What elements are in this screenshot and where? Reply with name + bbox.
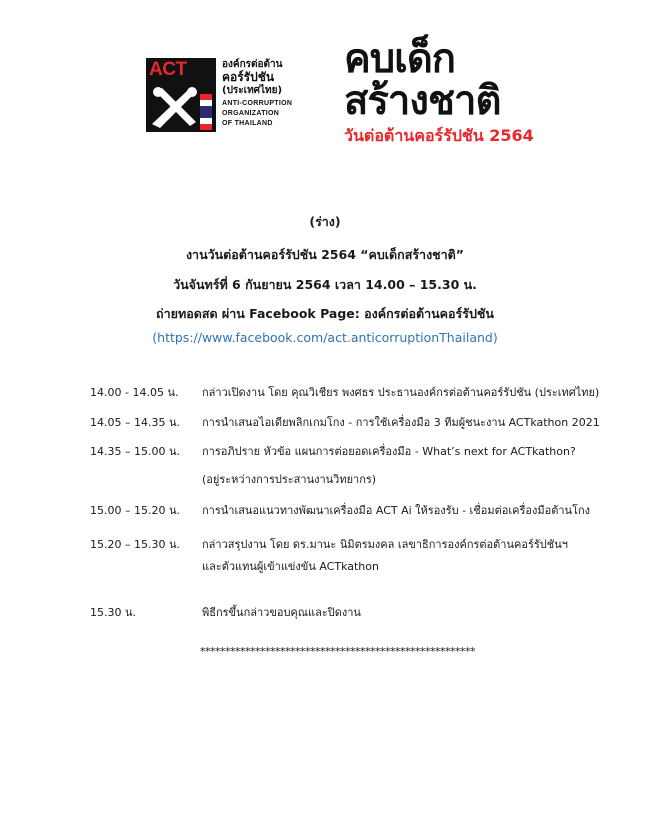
draft-label: (ร่าง): [309, 214, 341, 229]
logo-th-line1: องค์กรต่อต้าน: [222, 59, 283, 70]
act-logo-badge: [146, 58, 216, 132]
logo-th-line2: คอร์รัปชัน: [222, 70, 275, 84]
schedule-item: พิธีกรขึ้นกล่าวขอบคุณและปิดงาน: [202, 606, 361, 619]
live-broadcast-line: ถ่ายทอดสด ผ่าน Facebook Page: องค์กรต่อต้านคอร์รัปชัน: [156, 306, 494, 321]
schedule-item: การนำเสนอแนวทางพัฒนาเครื่องมือ ACT Ai ให้รองรับ - เชื่อมต่อเครื่องมือต้านโกง: [202, 504, 591, 517]
facebook-link[interactable]: (https://www.facebook.com/act.anticorruptionThailand): [152, 330, 498, 345]
event-title: งานวันต่อต้านคอร์รัปชัน 2564 “คบเด็กสร้างชาติ”: [185, 247, 465, 262]
campaign-title: [344, 38, 544, 146]
crossed-arms-icon: [148, 84, 202, 130]
logo-en-line1: ANTI-CORRUPTION: [222, 100, 293, 107]
logo-en-line2: ORGANIZATION: [222, 110, 280, 117]
logo-thai-name: [222, 58, 282, 97]
schedule-time: 15.20 – 15.30 น.: [90, 538, 180, 551]
schedule-time: 14.35 – 15.00 น.: [90, 445, 180, 458]
logo-english-name: [222, 99, 292, 129]
thai-flag-icon: [200, 94, 212, 130]
schedule-time: 15.30 น.: [90, 606, 137, 619]
campaign-line1: คบเด็ก: [344, 36, 456, 82]
campaign-line2: สร้างชาติ: [344, 78, 501, 124]
schedule-time: 15.00 – 15.20 น.: [90, 504, 180, 517]
schedule-item: กล่าวเปิดงาน โดย คุณวิเชียร พงศธร ประธานองค์กรต่อต้านคอร์รัปชัน (ประเทศไทย): [202, 386, 600, 399]
schedule-item: กล่าวสรุปงาน โดย ดร.มานะ นิมิตรมงคล เลขาธิการองค์กรต่อต้านคอร์รัปชันฯ: [202, 538, 568, 551]
schedule-item-continued: และตัวแทนผู้เข้าแข่งขัน ACTkathon: [202, 560, 379, 573]
event-date: วันจันทร์ที่ 6 กันยายน 2564 เวลา 14.00 – 15.30 น.: [173, 277, 477, 292]
schedule-item: การนำเสนอไอเดียพลิกเกมโกง - การใช้เครื่องมือ 3 ทีมผู้ชนะงาน ACTkathon 2021: [202, 416, 600, 429]
logo-en-line3: OF THAILAND: [222, 120, 273, 127]
act-logo-letters: ACT: [149, 59, 187, 80]
campaign-subtitle: วันต่อต้านคอร์รัปชัน 2564: [344, 126, 534, 145]
act-logo: [146, 58, 293, 136]
schedule-item-note: (อยู่ระหว่างการประสานงานวิทยากร): [202, 473, 377, 486]
asterisk-separator: *******************************************************: [200, 645, 475, 658]
schedule-time: 14.05 – 14.35 น.: [90, 416, 180, 429]
logo-th-line3: (ประเทศไทย): [222, 85, 283, 96]
schedule-item: การอภิปราย หัวข้อ แผนการต่อยอดเครื่องมือ - What’s next for ACTkathon?: [202, 445, 576, 458]
schedule-time: 14.00 - 14.05 น.: [90, 386, 179, 399]
